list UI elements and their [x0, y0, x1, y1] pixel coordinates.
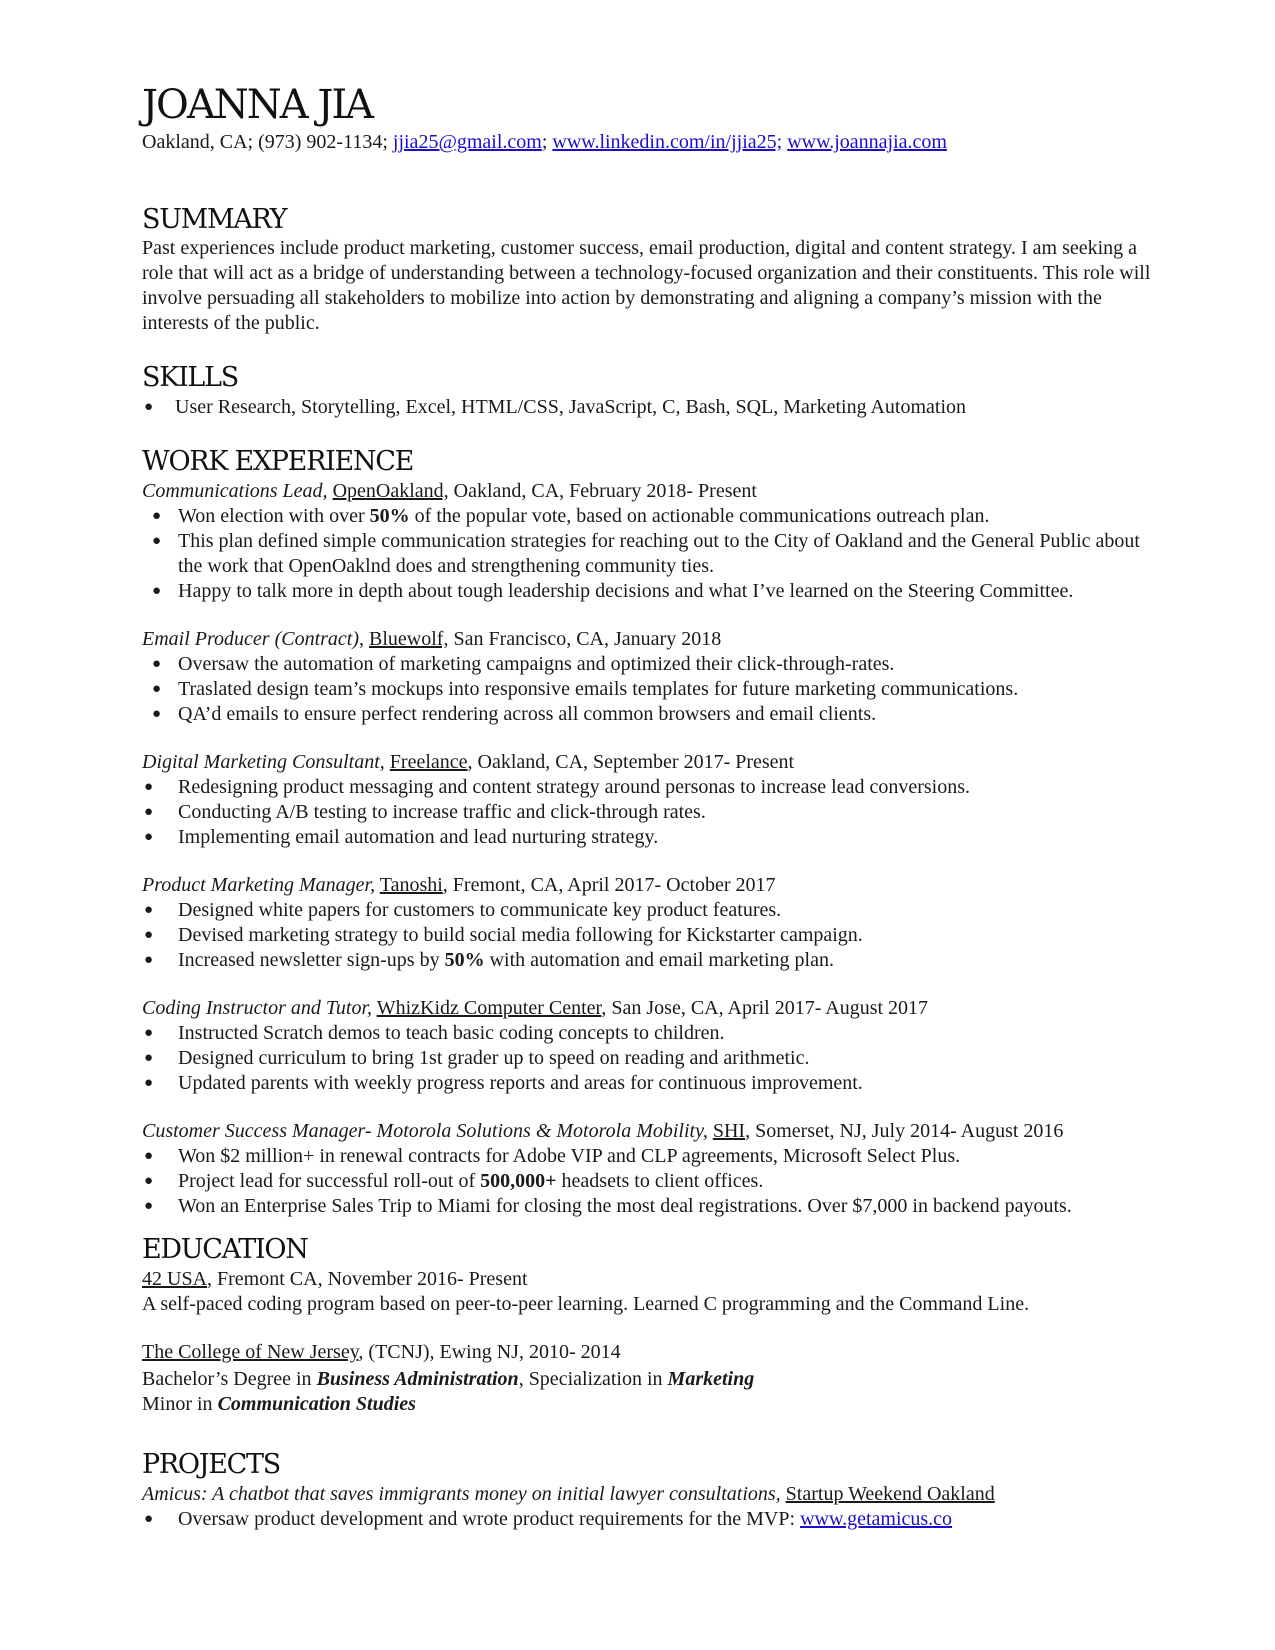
- job-bullets: [142, 652, 1152, 727]
- bullet-text: headsets to client offices.: [556, 1170, 764, 1192]
- list-item: [142, 702, 1152, 727]
- bullet-icon: ●: [144, 399, 154, 415]
- school-description: A self-paced coding program based on peer-to-peer learning. Learned C programming and the Command Line.: [142, 1293, 1030, 1315]
- job-title-line: [142, 996, 1152, 1021]
- bullet-icon: ●: [144, 1198, 154, 1214]
- job-details: , San Jose, CA, April 2017- August 2017: [601, 997, 929, 1019]
- school-details: , Fremont CA, November 2016- Present: [207, 1268, 528, 1290]
- list-item: [142, 898, 1152, 923]
- bullet-icon: ●: [144, 1050, 154, 1066]
- degree-text: Bachelor’s Degree in: [142, 1368, 317, 1390]
- job-title-line: [142, 627, 1152, 652]
- job-entry: [142, 873, 1152, 973]
- bullet-text: QA’d emails to ensure perfect rendering across all common browsers and email clients.: [178, 703, 877, 725]
- school-line: [142, 1267, 1152, 1292]
- bullet-icon: ●: [152, 681, 162, 697]
- minor-text: Minor in: [142, 1393, 218, 1415]
- skills-heading: SKILLS: [142, 362, 238, 393]
- bullet-text: Won election with over: [178, 505, 370, 527]
- bullet-icon: ●: [144, 1173, 154, 1189]
- job-entry: [142, 627, 1152, 727]
- job-role: Product Marketing Manager,: [142, 874, 376, 896]
- bullet-text: Designed white papers for customers to communicate key product features.: [178, 899, 782, 921]
- education-heading: EDUCATION: [142, 1234, 308, 1265]
- job-title-line: [142, 750, 1152, 775]
- resume-page: [142, 80, 1152, 1532]
- degree-text: , Specialization in: [518, 1368, 668, 1390]
- list-item: [142, 1194, 1152, 1219]
- bullet-text: Designed curriculum to bring 1st grader up to speed on reading and arithmetic.: [178, 1047, 810, 1069]
- bullet-bold: 500,000+: [480, 1170, 557, 1192]
- degree-line: [142, 1367, 1152, 1392]
- list-item: [142, 504, 1152, 529]
- job-title-line: [142, 1119, 1152, 1144]
- school-name: 42 USA: [142, 1268, 208, 1290]
- list-item: [142, 1144, 1152, 1169]
- school-line: [142, 1340, 1152, 1365]
- bullet-text: Devised marketing strategy to build social media following for Kickstarter campaign.: [178, 924, 863, 946]
- bullet-text: This plan defined simple communication strategies for reaching out to the City of Oakland and the General Public about the work that OpenOaklnd does and strengthening community ties.: [178, 530, 1140, 577]
- list-item: [142, 529, 1152, 579]
- bullet-icon: ●: [144, 927, 154, 943]
- list-item: [142, 800, 1152, 825]
- job-org: OpenOakland,: [332, 480, 449, 502]
- contact-line: [142, 130, 1152, 155]
- job-role: Communications Lead,: [142, 480, 328, 502]
- bullet-bold: 50%: [444, 949, 485, 971]
- list-item: [142, 1021, 1152, 1046]
- degree-major: Business Administration: [316, 1368, 519, 1390]
- bullet-text: Oversaw product development and wrote product requirements for the MVP:: [178, 1508, 801, 1530]
- bullet-bold: 50%: [369, 505, 410, 527]
- bullet-icon: ●: [144, 829, 154, 845]
- minor-subject: Communication Studies: [217, 1393, 416, 1415]
- summary-text: Past experiences include product marketing, customer success, email production, digital and content strategy. I am seeking a role that will act as a bridge of understanding between a technology-focused organization and their constituents. This role will involve persuading all stakeholders to mobilize into action by demonstrating and aligning a company’s mission with the interests of the public.: [142, 237, 1151, 334]
- summary-heading: SUMMARY: [142, 204, 287, 235]
- job-role: Digital Marketing Consultant,: [142, 751, 385, 773]
- bullet-text: Conducting A/B testing to increase traffic and click-through rates.: [178, 801, 706, 823]
- list-item: [142, 652, 1152, 677]
- bullet-text: Instructed Scratch demos to teach basic coding concepts to children.: [178, 1022, 725, 1044]
- bullet-text: Implementing email automation and lead nurturing strategy.: [178, 826, 659, 848]
- bullet-text: Redesigning product messaging and content strategy around personas to increase lead conversions.: [178, 776, 971, 798]
- email-link[interactable]: jjia25@gmail.com: [392, 131, 542, 153]
- bullet-icon: ●: [144, 1075, 154, 1091]
- job-bullets: [142, 775, 1152, 850]
- job-org: Tanoshi: [379, 874, 443, 896]
- list-item: [142, 1169, 1152, 1194]
- bullet-text: Traslated design team’s mockups into responsive emails templates for future marketing communications.: [178, 678, 1019, 700]
- bullet-icon: ●: [144, 779, 154, 795]
- bullet-icon: ●: [144, 1025, 154, 1041]
- job-org: SHI: [712, 1120, 746, 1142]
- bullet-text: Project lead for successful roll-out of: [178, 1170, 481, 1192]
- project-bullets: [142, 1507, 1152, 1532]
- job-org: Freelance: [389, 751, 468, 773]
- job-role: Coding Instructor and Tutor,: [142, 997, 373, 1019]
- job-entry: [142, 479, 1152, 604]
- list-item: [142, 677, 1152, 702]
- job-org: Bluewolf,: [369, 628, 449, 650]
- list-item: [142, 1507, 1152, 1532]
- bullet-icon: ●: [152, 706, 162, 722]
- bullet-text: with automation and email marketing plan.: [484, 949, 834, 971]
- job-bullets: [142, 1144, 1152, 1219]
- bullet-text: Happy to talk more in depth about tough leadership decisions and what I’ve learned on the Steering Committee.: [178, 580, 1074, 602]
- bullet-icon: ●: [144, 1511, 154, 1527]
- list-item: [142, 1046, 1152, 1071]
- bullet-text: Won an Enterprise Sales Trip to Miami for closing the most deal registrations. Over $7,000 in backend payouts.: [178, 1195, 1072, 1217]
- bullet-icon: ●: [152, 583, 162, 599]
- job-details: , Fremont, CA, April 2017- October 2017: [442, 874, 776, 896]
- job-details: San Francisco, CA, January 2018: [448, 628, 722, 650]
- bullet-icon: ●: [144, 804, 154, 820]
- skills-list: [142, 395, 1152, 420]
- bullet-icon: ●: [152, 533, 162, 549]
- bullet-icon: ●: [144, 952, 154, 968]
- candidate-name: JOANNA JIA: [142, 82, 373, 128]
- bullet-icon: ●: [144, 1148, 154, 1164]
- job-entry: [142, 996, 1152, 1096]
- bullet-icon: ●: [144, 902, 154, 918]
- project-link[interactable]: www.getamicus.co: [800, 1508, 953, 1530]
- project-title-line: [142, 1482, 1152, 1507]
- degree-specialization: Marketing: [667, 1368, 755, 1390]
- school-name: The College of New Jersey: [142, 1341, 359, 1363]
- list-item: [142, 1071, 1152, 1096]
- job-title-line: [142, 873, 1152, 898]
- contact-separator: ;: [541, 131, 553, 153]
- minor-line: [142, 1392, 1152, 1417]
- list-item: [142, 948, 1152, 973]
- job-org: WhizKidz Computer Center: [376, 997, 602, 1019]
- list-item: [142, 775, 1152, 800]
- school-details: , (TCNJ), Ewing NJ, 2010- 2014: [358, 1341, 621, 1363]
- project-title: Amicus: A chatbot that saves immigrants money on initial lawyer consultations,: [142, 1483, 781, 1505]
- bullet-icon: ●: [152, 656, 162, 672]
- job-role: Customer Success Manager- Motorola Solutions & Motorola Mobility,: [142, 1120, 708, 1142]
- bullet-text: of the popular vote, based on actionable communications outreach plan.: [409, 505, 990, 527]
- project-org: Startup Weekend Oakland: [785, 1483, 995, 1505]
- job-bullets: [142, 504, 1152, 604]
- job-details: , Oakland, CA, September 2017- Present: [467, 751, 795, 773]
- website-link[interactable]: www.joannajia.com: [787, 131, 947, 153]
- job-details: Oakland, CA, February 2018- Present: [448, 480, 757, 502]
- job-details: , Somerset, NJ, July 2014- August 2016: [745, 1120, 1064, 1142]
- bullet-text: Oversaw the automation of marketing campaigns and optimized their click-through-rates.: [178, 653, 895, 675]
- job-role: Email Producer (Contract),: [142, 628, 365, 650]
- work-experience-heading: WORK EXPERIENCE: [142, 446, 413, 477]
- job-entry: [142, 750, 1152, 850]
- location-phone: Oakland, CA; (973) 902-1134;: [142, 131, 393, 153]
- bullet-text: Won $2 million+ in renewal contracts for Adobe VIP and CLP agreements, Microsoft Select Plus.: [178, 1145, 961, 1167]
- job-bullets: [142, 898, 1152, 973]
- list-item: [142, 825, 1152, 850]
- bullet-icon: ●: [152, 508, 162, 524]
- projects-heading: PROJECTS: [142, 1449, 280, 1480]
- list-item: [142, 395, 1152, 420]
- skills-text: User Research, Storytelling, Excel, HTML/CSS, JavaScript, C, Bash, SQL, Marketing Automation: [175, 396, 967, 418]
- job-entry: [142, 1119, 1152, 1219]
- job-title-line: [142, 479, 1152, 504]
- list-item: [142, 579, 1152, 604]
- linkedin-link[interactable]: www.linkedin.com/in/jjia25;: [552, 131, 783, 153]
- bullet-text: Increased newsletter sign-ups by: [178, 949, 445, 971]
- job-bullets: [142, 1021, 1152, 1096]
- bullet-text: Updated parents with weekly progress reports and areas for continuous improvement.: [178, 1072, 863, 1094]
- list-item: [142, 923, 1152, 948]
